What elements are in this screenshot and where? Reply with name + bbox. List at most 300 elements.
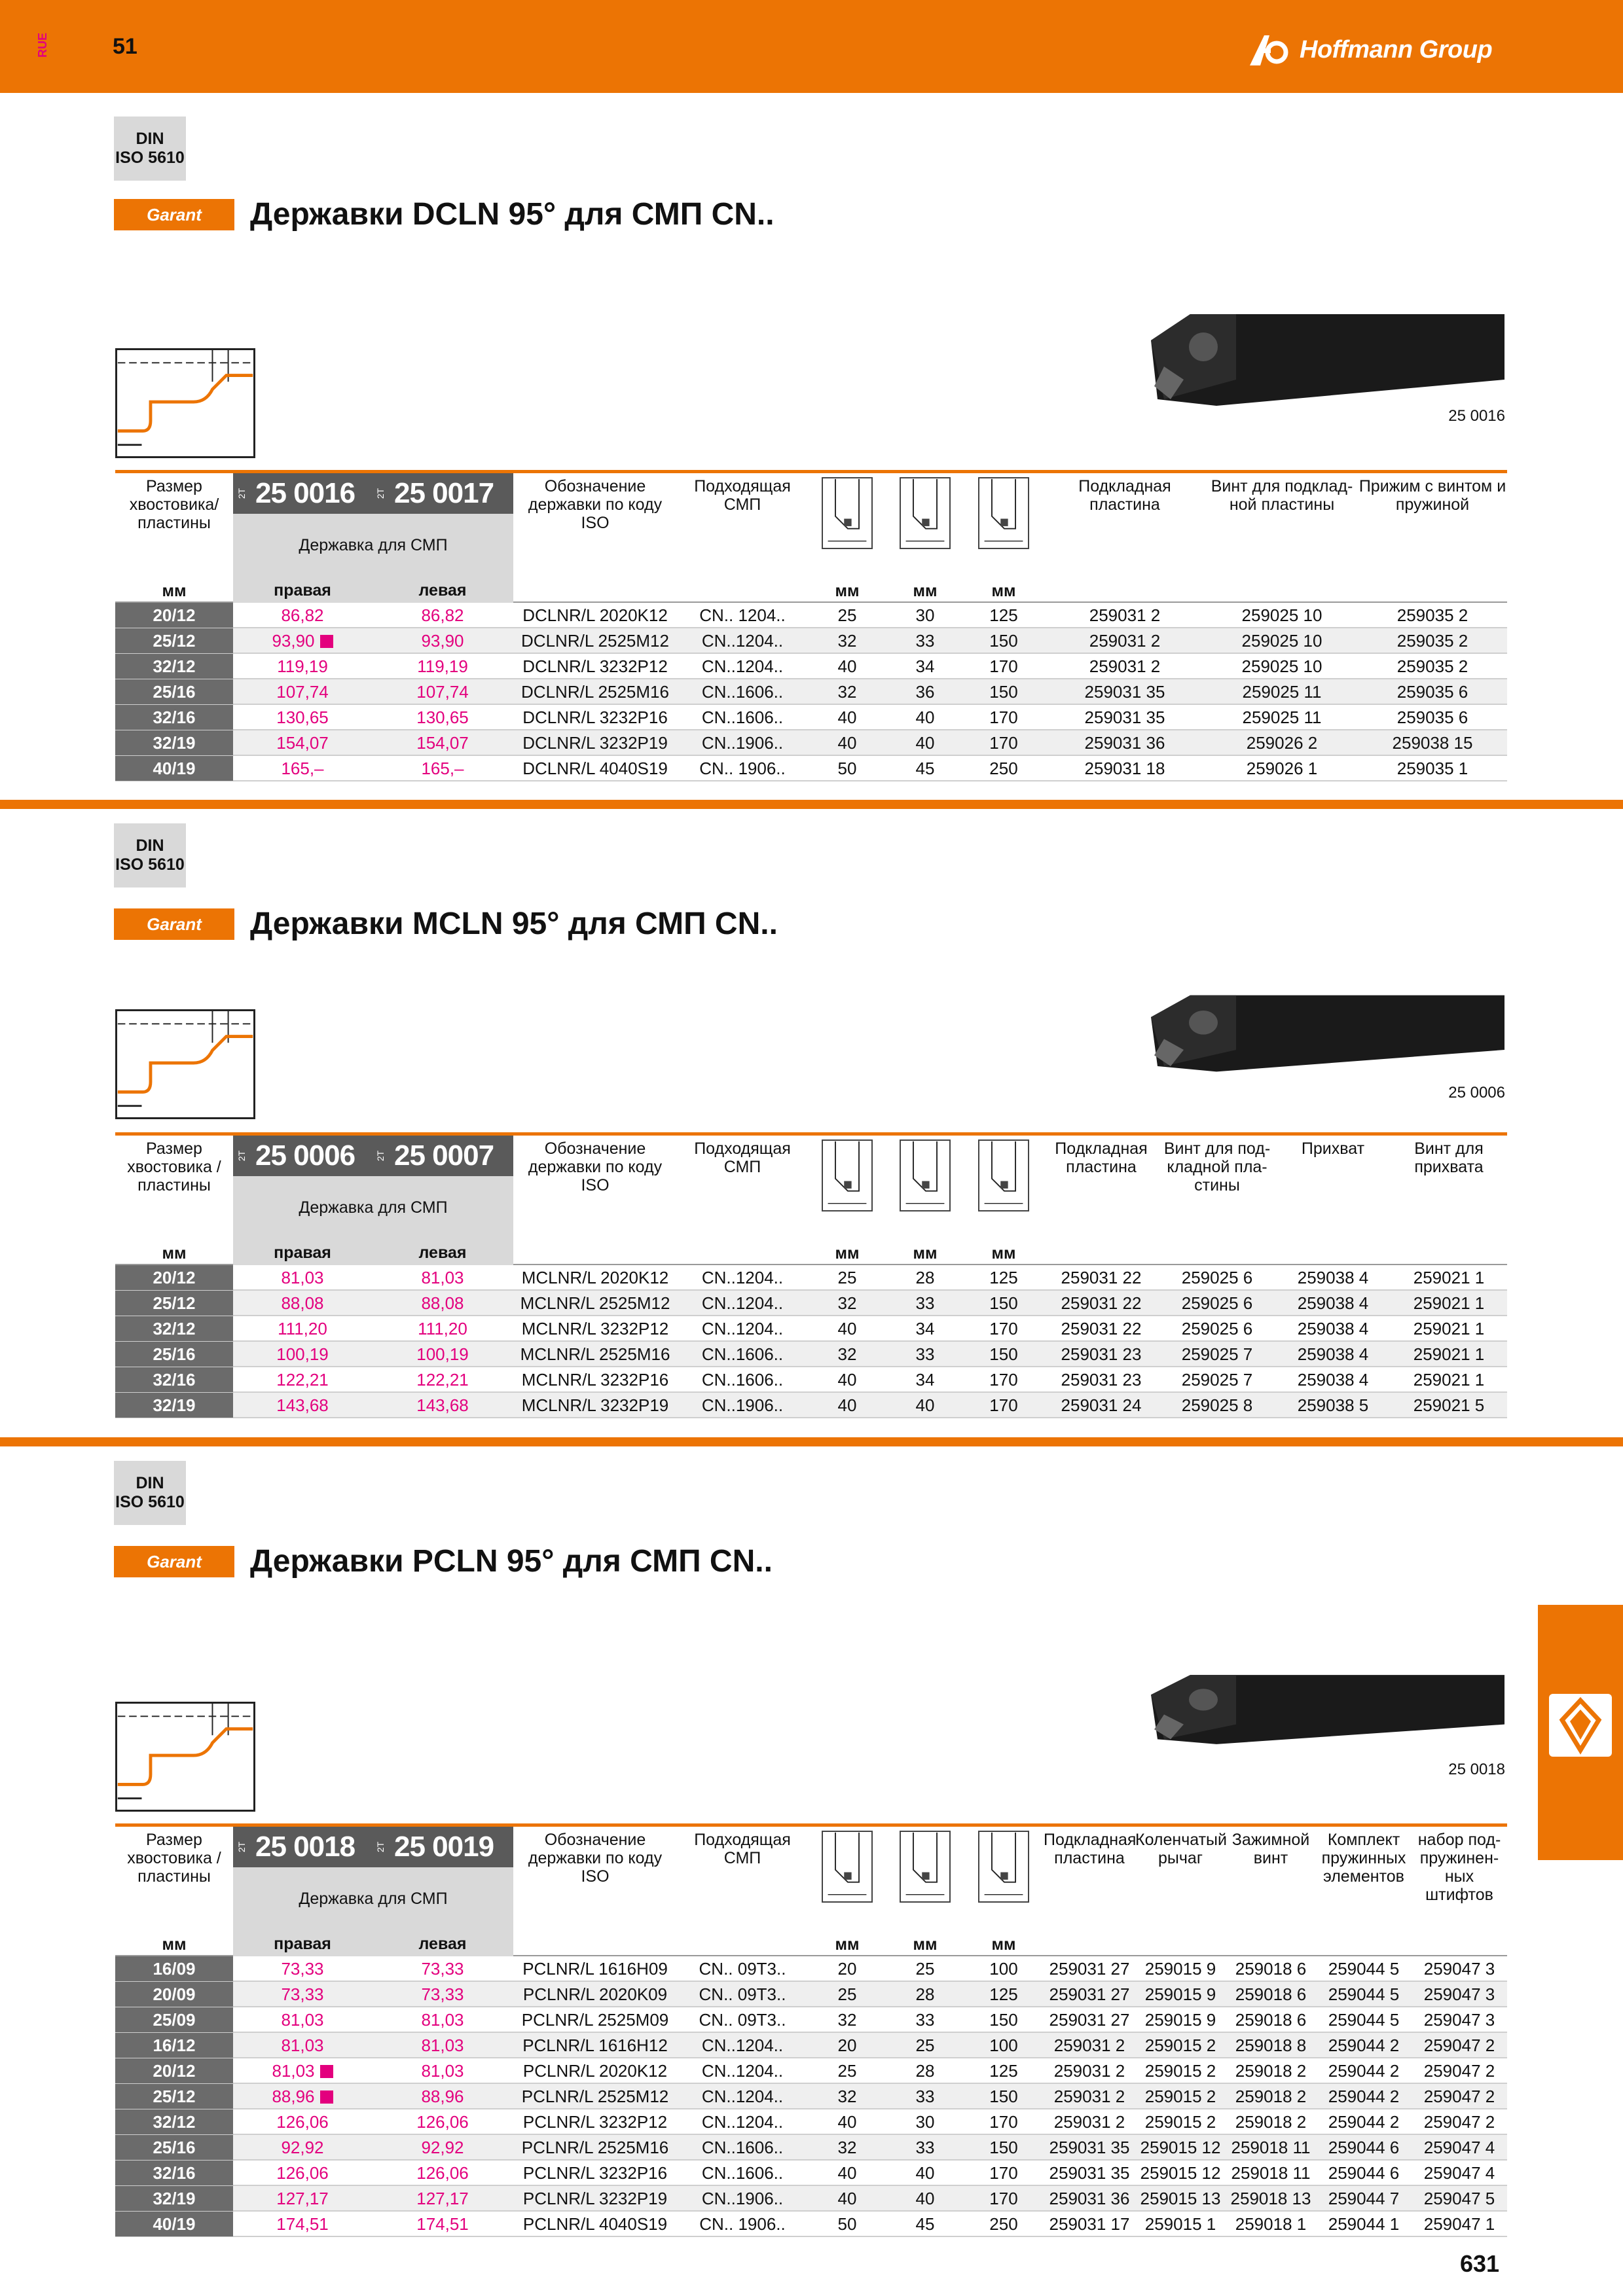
table-row[interactable] xyxy=(115,1367,1507,1393)
dimension-header xyxy=(808,1136,886,1265)
cell-value: 259047 3 xyxy=(1423,1984,1495,2004)
cell-value: 33 xyxy=(915,2087,935,2106)
cell-value: 25 xyxy=(915,1959,935,1979)
table-cell xyxy=(808,679,886,704)
table-cell xyxy=(1206,756,1358,781)
table-row[interactable] xyxy=(115,2135,1507,2161)
table-cell xyxy=(677,730,808,755)
table-cell xyxy=(513,1982,677,2007)
table-header xyxy=(115,1827,1507,1956)
cell-value: 40 xyxy=(837,708,857,727)
price-cell xyxy=(372,1342,513,1367)
cell-value: 259025 10 xyxy=(1241,605,1322,625)
table-cell xyxy=(513,1956,677,1981)
article-number: 25 0007 xyxy=(394,1139,494,1172)
cell-value: 259047 2 xyxy=(1423,2061,1495,2081)
cell-value: 32/16 xyxy=(153,1370,196,1390)
brand-logo xyxy=(1247,31,1492,68)
cell-value: 25 xyxy=(837,2061,857,2081)
cell-value: 170 xyxy=(989,2189,1018,2208)
cell-value: 126,06 xyxy=(276,2163,329,2183)
cell-value: 32 xyxy=(837,2138,857,2157)
table-cell xyxy=(964,756,1044,781)
cell-value: CN..1204.. xyxy=(701,2061,784,2081)
cell-value: PCLNR/L 3232P16 xyxy=(522,2163,668,2183)
language-code: RUE xyxy=(36,32,49,58)
table-cell xyxy=(1135,2212,1226,2236)
table-cell xyxy=(886,2033,964,2058)
table-cell xyxy=(964,1316,1044,1341)
cell-value: PCLNR/L 2020K12 xyxy=(522,2061,668,2081)
table-cell xyxy=(677,654,808,679)
cell-value: CN..1204.. xyxy=(701,1268,784,1287)
garant-logo-text: Garant xyxy=(147,1551,202,1571)
cell-value: 259044 2 xyxy=(1328,2036,1400,2055)
table-cell xyxy=(677,603,808,628)
table-cell xyxy=(1044,603,1206,628)
cell-value: 33 xyxy=(915,1344,935,1364)
shank-size-cell xyxy=(115,2135,233,2160)
cell-value: 40 xyxy=(837,2112,857,2132)
cell-value: CN.. 1204.. xyxy=(699,605,786,625)
table-row[interactable] xyxy=(115,1982,1507,2007)
price-cell xyxy=(233,2212,372,2236)
shank-size-cell xyxy=(115,2084,233,2109)
table-cell xyxy=(964,705,1044,730)
table-cell xyxy=(1044,756,1206,781)
price-cell xyxy=(372,603,513,628)
table-cell xyxy=(808,2058,886,2083)
cell-value: 81,03 xyxy=(281,2010,324,2030)
table-cell xyxy=(1159,1342,1275,1367)
table-cell xyxy=(1316,2007,1412,2032)
table-row[interactable] xyxy=(115,1342,1507,1367)
cell-value: 174,51 xyxy=(416,2214,469,2234)
table-row[interactable] xyxy=(115,2007,1507,2033)
table-cell xyxy=(886,654,964,679)
cell-value: 259047 2 xyxy=(1423,2087,1495,2106)
cell-value: 40 xyxy=(837,733,857,753)
cell-value: 259044 5 xyxy=(1328,2010,1400,2030)
cell-value: 259015 9 xyxy=(1144,2010,1216,2030)
holder-label: Державка для СМП xyxy=(299,1890,448,1908)
cell-value: CN..1204.. xyxy=(701,2087,784,2106)
shank-size-cell xyxy=(115,2033,233,2058)
table-cell xyxy=(1316,2109,1412,2134)
table-cell xyxy=(1391,1316,1507,1341)
table-cell xyxy=(1226,2007,1316,2032)
table-cell xyxy=(886,1291,964,1316)
table-cell xyxy=(1044,2058,1135,2083)
cell-value: 259044 6 xyxy=(1328,2138,1400,2157)
table-cell xyxy=(964,2084,1044,2109)
table-cell xyxy=(1135,2033,1226,2058)
table-row[interactable] xyxy=(115,2058,1507,2084)
table-cell xyxy=(513,1291,677,1316)
cell-value: 34 xyxy=(915,1319,935,1338)
cell-value: CN..1204.. xyxy=(701,1319,784,1338)
header-cell: Винт для подклад-ной пластины xyxy=(1211,477,1353,514)
table-cell xyxy=(1226,2084,1316,2109)
dimension-unit: мм xyxy=(835,582,860,600)
cell-value: 170 xyxy=(989,1395,1018,1415)
cell-value: 259021 1 xyxy=(1413,1268,1485,1287)
cell-value: 40 xyxy=(837,2163,857,2183)
dimension-icon xyxy=(900,477,951,549)
table-cell xyxy=(1206,603,1358,628)
table-row[interactable] xyxy=(115,1265,1507,1291)
header-cell: набор под-пружинен-ных штифтов xyxy=(1417,1831,1501,1904)
table-cell xyxy=(886,1316,964,1341)
table-row[interactable] xyxy=(115,2033,1507,2058)
table-cell xyxy=(886,1956,964,1981)
price-cell xyxy=(233,1291,372,1316)
tool-holder-image xyxy=(1138,1665,1506,1754)
table-cell xyxy=(1044,2007,1135,2032)
cell-value: 28 xyxy=(915,1268,935,1287)
table-cell xyxy=(1226,2109,1316,2134)
din-iso-badge xyxy=(114,1461,186,1525)
turning-insert-icon xyxy=(1549,1694,1612,1757)
price-cell xyxy=(372,2033,513,2058)
cell-value: CN..1204.. xyxy=(701,2036,784,2055)
table-cell xyxy=(1226,1982,1316,2007)
cell-value: CN.. 09T3.. xyxy=(699,2010,786,2030)
price-cell xyxy=(233,2058,372,2083)
cell-value: 259031 22 xyxy=(1061,1293,1142,1313)
cell-value: 259044 1 xyxy=(1328,2214,1400,2234)
table-header xyxy=(115,1136,1507,1265)
table-row[interactable] xyxy=(115,2084,1507,2109)
cell-value: 127,17 xyxy=(416,2189,469,2208)
price-cell xyxy=(233,705,372,730)
page-number-top: 51 xyxy=(113,34,137,59)
cell-value: CN.. 09T3.. xyxy=(699,1984,786,2004)
shank-size-cell xyxy=(115,1291,233,1316)
cell-value: 259044 2 xyxy=(1328,2061,1400,2081)
table-row[interactable] xyxy=(115,1393,1507,1418)
header-cell: Подкладная пластина xyxy=(1078,477,1171,514)
article-tag: 2T xyxy=(375,1841,386,1853)
table-cell xyxy=(808,1393,886,1418)
shank-size-cell xyxy=(115,2161,233,2185)
table-cell xyxy=(1412,2084,1507,2109)
iso-label: ISO 5610 xyxy=(115,149,185,167)
product-image-code: 25 0018 xyxy=(1448,1761,1505,1778)
cell-value: 259026 2 xyxy=(1246,733,1318,753)
product-table xyxy=(115,1132,1507,1418)
cell-value: 25/09 xyxy=(153,2010,196,2030)
table-cell xyxy=(886,1367,964,1392)
table-cell xyxy=(1044,2212,1135,2236)
shank-size-cell xyxy=(115,628,233,653)
table-row[interactable] xyxy=(115,628,1507,654)
cell-value: 20/12 xyxy=(153,2061,196,2081)
tool-holder-image xyxy=(1138,984,1506,1083)
side-label-cell xyxy=(233,514,372,603)
cell-value: 259031 23 xyxy=(1061,1344,1142,1364)
cell-value: 259035 1 xyxy=(1396,759,1468,778)
article-number-header xyxy=(372,473,513,514)
cell-value: 259031 35 xyxy=(1084,682,1165,702)
cell-value: 33 xyxy=(915,2010,935,2030)
cell-value: PCLNR/L 1616H09 xyxy=(522,1959,668,1979)
table-cell xyxy=(1316,1956,1412,1981)
table-row[interactable] xyxy=(115,603,1507,628)
table-cell xyxy=(1044,705,1206,730)
article-number: 25 0019 xyxy=(394,1831,494,1863)
article-number: 25 0006 xyxy=(255,1139,356,1172)
cell-value: 170 xyxy=(989,1370,1018,1390)
article-tag: 2T xyxy=(375,1150,386,1162)
cell-value: 32/12 xyxy=(153,656,196,676)
table-row[interactable] xyxy=(115,730,1507,756)
cell-value: 32/16 xyxy=(153,2163,196,2183)
article-tag: 2T xyxy=(236,488,247,499)
cell-value: 259047 4 xyxy=(1423,2138,1495,2157)
table-cell xyxy=(1412,2109,1507,2134)
cell-value: CN.. 09T3.. xyxy=(699,1959,786,1979)
table-cell xyxy=(677,2007,808,2032)
cell-value: 259035 2 xyxy=(1396,605,1468,625)
price-cell xyxy=(372,628,513,653)
cell-value: 25/12 xyxy=(153,1293,196,1313)
cell-value: 170 xyxy=(989,1319,1018,1338)
table-cell xyxy=(1316,2161,1412,2185)
table-cell xyxy=(1044,2186,1135,2211)
table-cell xyxy=(1391,1393,1507,1418)
table-cell xyxy=(1412,2135,1507,2160)
table-cell xyxy=(1044,730,1206,755)
cell-value: 40 xyxy=(915,1395,935,1415)
dimension-header xyxy=(964,473,1044,603)
cell-value: 259031 27 xyxy=(1049,2010,1130,2030)
cell-value: 130,65 xyxy=(276,708,329,727)
header-size xyxy=(115,1136,233,1265)
table-cell xyxy=(1412,2058,1507,2083)
table-cell xyxy=(808,2033,886,2058)
cell-value: 259031 2 xyxy=(1053,2036,1125,2055)
table-row[interactable] xyxy=(115,1316,1507,1342)
cell-value: 259021 1 xyxy=(1413,1319,1485,1338)
table-row[interactable] xyxy=(115,2186,1507,2212)
table-cell xyxy=(677,1265,808,1290)
table-cell xyxy=(886,603,964,628)
table-cell xyxy=(1275,1265,1391,1290)
side-label-cell xyxy=(372,514,513,603)
cell-value: 170 xyxy=(989,708,1018,727)
table-row[interactable] xyxy=(115,679,1507,705)
table-cell xyxy=(1316,2033,1412,2058)
cell-value: 170 xyxy=(989,656,1018,676)
cell-value: MCLNR/L 3232P16 xyxy=(521,1370,669,1390)
cell-value: 16/12 xyxy=(153,2036,196,2055)
table-cell xyxy=(1412,1956,1507,1981)
table-row[interactable] xyxy=(115,654,1507,679)
table-row[interactable] xyxy=(115,2212,1507,2237)
dimension-header xyxy=(964,1827,1044,1956)
header-cell: Подходящая СМП xyxy=(694,1831,791,1867)
price-cell xyxy=(372,2058,513,2083)
table-row[interactable] xyxy=(115,2109,1507,2135)
cell-value: 32/19 xyxy=(153,1395,196,1415)
cell-value: 34 xyxy=(915,1370,935,1390)
dimension-icon xyxy=(822,477,873,549)
cell-value: 50 xyxy=(837,759,857,778)
holder-schematic-icon xyxy=(115,348,255,458)
cell-value: 30 xyxy=(915,2112,935,2132)
table-cell xyxy=(1159,1265,1275,1290)
cell-value: 259047 3 xyxy=(1423,2010,1495,2030)
table-row[interactable] xyxy=(115,1956,1507,1982)
table-cell xyxy=(964,628,1044,653)
section-divider xyxy=(0,1437,1623,1446)
table-row[interactable] xyxy=(115,2161,1507,2186)
table-cell xyxy=(964,1265,1044,1290)
table-cell xyxy=(1316,2135,1412,2160)
section-title: Державки PCLN 95° для СМП CN.. xyxy=(250,1544,773,1579)
cell-value: MCLNR/L 2525M16 xyxy=(520,1344,670,1364)
cell-value: 25 xyxy=(837,1984,857,2004)
table-cell xyxy=(1316,2058,1412,2083)
cell-value: 259031 2 xyxy=(1053,2112,1125,2132)
table-row[interactable] xyxy=(115,1291,1507,1316)
cell-value: 93,90 xyxy=(272,631,315,651)
header-size-unit: мм xyxy=(162,1935,187,1954)
price-cell xyxy=(233,1342,372,1367)
cell-value: 36 xyxy=(915,682,935,702)
cell-value: DCLNR/L 2020K12 xyxy=(522,605,668,625)
price-cell xyxy=(233,603,372,628)
cell-value: 50 xyxy=(837,2214,857,2234)
cell-value: 259018 2 xyxy=(1235,2087,1307,2106)
cell-value: CN..1204.. xyxy=(701,656,784,676)
cell-value: 88,08 xyxy=(421,1293,464,1313)
cell-value: 81,03 xyxy=(421,2010,464,2030)
garant-logo-text: Garant xyxy=(147,914,202,934)
cell-value: 150 xyxy=(989,2138,1018,2157)
cell-value: 259031 27 xyxy=(1049,1959,1130,1979)
price-cell xyxy=(233,2161,372,2185)
cell-value: 259031 35 xyxy=(1049,2138,1130,2157)
holder-label: Державка для СМП xyxy=(299,1198,448,1217)
cell-value: 25 xyxy=(915,2036,935,2055)
product-table xyxy=(115,470,1507,781)
cell-value: PCLNR/L 2525M12 xyxy=(521,2087,669,2106)
header-size-label: Размер хвостовика / пластины xyxy=(127,1831,221,1886)
dimension-icon xyxy=(822,1831,873,1903)
shank-size-cell xyxy=(115,2109,233,2134)
shank-size-cell xyxy=(115,2007,233,2032)
table-cell xyxy=(513,1367,677,1392)
cell-value: 259031 2 xyxy=(1089,631,1161,651)
price-cell xyxy=(233,1265,372,1290)
cell-value: 100,19 xyxy=(416,1344,469,1364)
cell-value: 259015 2 xyxy=(1144,2087,1216,2106)
cell-value: 125 xyxy=(989,1984,1018,2004)
table-cell xyxy=(808,2161,886,2185)
price-cell xyxy=(233,2109,372,2134)
cell-value: 259038 5 xyxy=(1297,1395,1369,1415)
table-cell xyxy=(1135,2186,1226,2211)
table-cell xyxy=(808,2135,886,2160)
cell-value: 259025 11 xyxy=(1242,708,1322,727)
cell-value: 259031 35 xyxy=(1049,2163,1130,2183)
shank-size-cell xyxy=(115,730,233,755)
table-cell xyxy=(677,1342,808,1367)
cell-value: 150 xyxy=(989,1344,1018,1364)
cell-value: MCLNR/L 2020K12 xyxy=(521,1268,669,1287)
table-cell xyxy=(513,1393,677,1418)
table-cell xyxy=(513,1316,677,1341)
article-tag: 2T xyxy=(236,1150,247,1162)
stock-marker-icon xyxy=(320,2090,333,2104)
hoffmann-logo-icon xyxy=(1247,33,1294,67)
price-cell xyxy=(372,1956,513,1981)
cell-value: DCLNR/L 4040S19 xyxy=(522,759,668,778)
table-cell xyxy=(808,2084,886,2109)
table-cell xyxy=(677,2109,808,2134)
table-cell xyxy=(964,730,1044,755)
holder-label: Державка для СМП xyxy=(299,536,448,554)
table-cell xyxy=(1391,1367,1507,1392)
cell-value: 16/09 xyxy=(153,1959,196,1979)
price-cell xyxy=(233,1393,372,1418)
table-cell xyxy=(1226,2161,1316,2185)
cell-value: 259031 23 xyxy=(1061,1370,1142,1390)
article-tag: 2T xyxy=(375,488,386,499)
header-cell: Обозначение державки по коду ISO xyxy=(528,1831,663,1886)
table-row[interactable] xyxy=(115,705,1507,730)
cell-value: 33 xyxy=(915,1293,935,1313)
cell-value: 20 xyxy=(837,2036,857,2055)
table-cell xyxy=(1316,2084,1412,2109)
header-cell: Прихват xyxy=(1301,1139,1365,1158)
cell-value: 73,33 xyxy=(421,1959,464,1979)
cell-value: 93,90 xyxy=(421,631,464,651)
side-label: правая xyxy=(274,1935,331,1953)
price-cell xyxy=(372,1367,513,1392)
dimension-unit: мм xyxy=(835,1935,860,1954)
price-cell xyxy=(372,679,513,704)
cell-value: 32 xyxy=(837,2010,857,2030)
table-cell xyxy=(513,679,677,704)
price-cell xyxy=(233,2033,372,2058)
table-cell xyxy=(886,2135,964,2160)
cell-value: 259021 1 xyxy=(1413,1293,1485,1313)
table-cell xyxy=(677,1316,808,1341)
article-number-header xyxy=(233,473,372,514)
article-number: 25 0017 xyxy=(394,477,494,509)
cell-value: 81,03 xyxy=(421,1268,464,1287)
cell-value: 126,06 xyxy=(416,2163,469,2183)
price-cell xyxy=(372,1982,513,2007)
table-cell xyxy=(513,705,677,730)
table-cell xyxy=(513,2084,677,2109)
cell-value: 259015 12 xyxy=(1140,2138,1221,2157)
din-iso-badge xyxy=(114,117,186,181)
table-cell xyxy=(886,628,964,653)
cell-value: 119,19 xyxy=(277,656,328,676)
cell-value: 259025 10 xyxy=(1241,656,1322,676)
cell-value: 107,74 xyxy=(416,682,469,702)
cell-value: 25/16 xyxy=(153,1344,196,1364)
table-cell xyxy=(886,756,964,781)
dimension-header xyxy=(964,1136,1044,1265)
cell-value: 259015 13 xyxy=(1140,2189,1221,2208)
header-cell: Коленчатый рычаг xyxy=(1135,1831,1227,1867)
table-row[interactable] xyxy=(115,756,1507,781)
